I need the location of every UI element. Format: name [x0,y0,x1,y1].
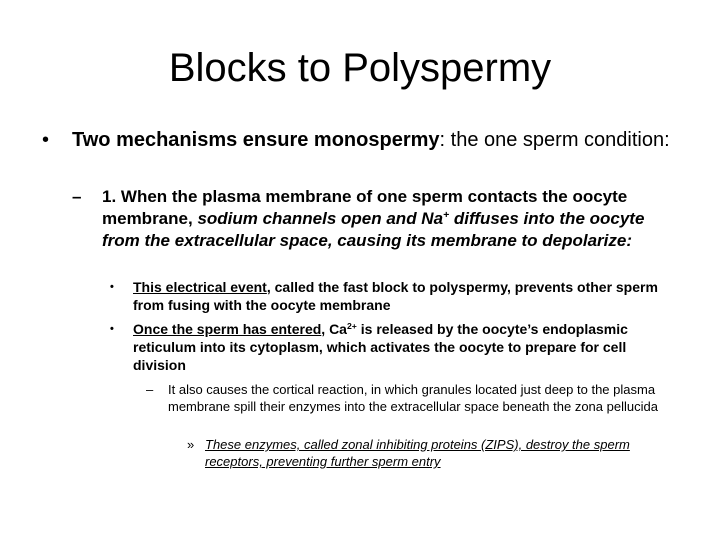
dash-marker: – [72,187,82,206]
bullet-level5 [187,436,675,470]
underlined-text: This electrical event [133,279,267,295]
bullet-text: , called the fast block to polyspermy, prevents other sperm from fusing with the oocyte membrane [133,279,658,313]
bullet-level4 [146,381,688,415]
bullet-marker: • [110,281,114,293]
bullet-level2 [72,186,682,252]
chevron-marker: » [187,437,195,452]
superscript: + [443,209,450,222]
bullet-marker: • [42,129,50,151]
bullet-text: It also causes the cortical reaction, in which granules located just deep to the plasma membrane spill their enzymes into the extracellular space beneath the zona pellucida [168,382,658,414]
bullet-text: is released by the oocyte’s endoplasmic reticulum into its cytoplasm, which activates the oocyte to prepare for cell division [133,321,628,373]
bullet-italic-text: sodium channels open and Na [197,209,444,228]
bullet-italic-text: diffuses into the oocyte from the extracellular space, causing its membrane to depolarize: [102,209,645,250]
bullet-strong-text: Two mechanisms ensure monospermy [72,129,440,151]
bullet-marker: • [110,323,114,335]
superscript: 2+ [346,321,357,332]
bullet-level1 [42,128,672,153]
bullet-text: : the one sperm condition: [439,129,670,151]
dash-marker: – [146,382,154,397]
bullet-level3-sperm-entered [110,320,681,374]
bullet-text: 1. When the plasma membrane of one sperm contacts the oocyte membrane, [102,187,628,228]
slide-title: Blocks to Polyspermy [168,46,552,90]
bullet-level3-electrical-event [110,278,681,314]
underlined-text: Once the sperm has entered [133,321,322,337]
bullet-text: , Ca [321,321,347,337]
bullet-text: These enzymes, called zonal inhibiting proteins (ZIPS), destroy the sperm receptors, preventing further sperm entry [205,437,630,469]
